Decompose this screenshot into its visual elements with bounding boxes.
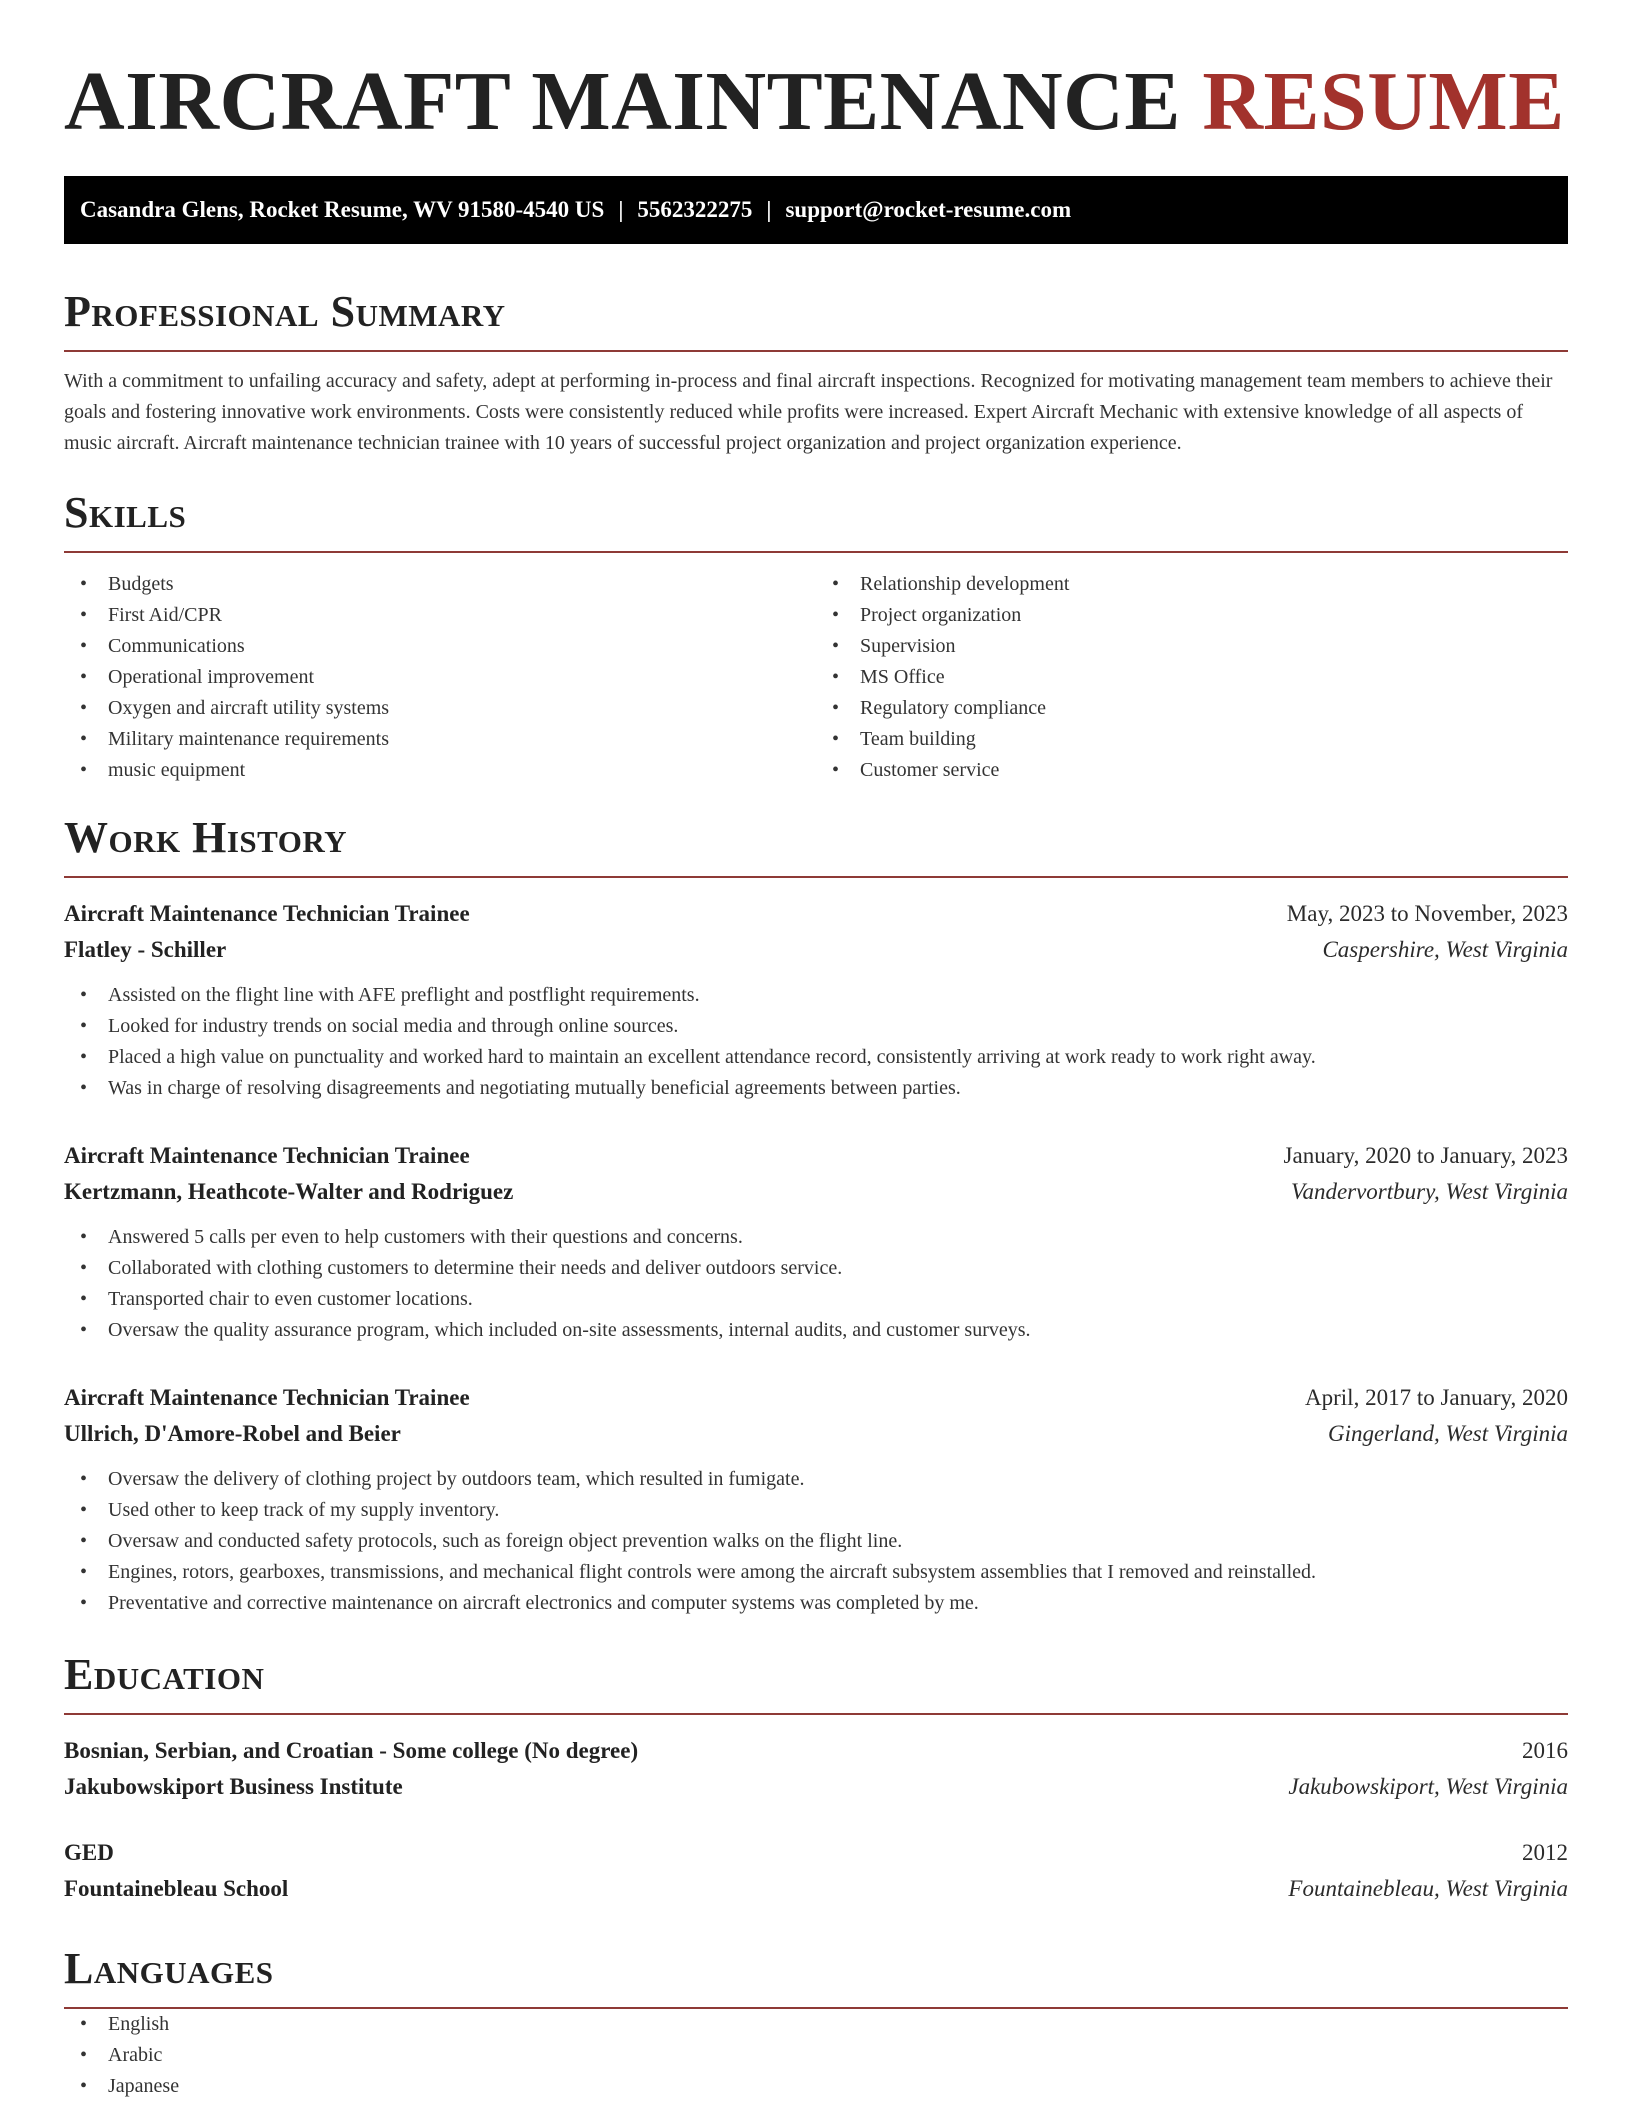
skills-section bbox=[64, 487, 1568, 786]
job-entry bbox=[64, 896, 1568, 1104]
skill-item: • MS Office bbox=[816, 662, 1568, 693]
skill-item: • Operational improvement bbox=[64, 662, 816, 693]
education-school: Fountainebleau School bbox=[64, 1876, 289, 1901]
skill-item: • Supervision bbox=[816, 631, 1568, 662]
job-duties-list bbox=[64, 1464, 1568, 1619]
job-duty-item: • Looked for industry trends on social media and through online sources. bbox=[64, 1011, 1568, 1042]
job-header-row bbox=[64, 896, 1568, 932]
summary-text: With a commitment to unfailing accuracy and safety, adept at performing in-process and final aircraft inspections. Recognized for motivating management team members to achieve their goals and fostering innovative work environments. Costs were consistently reduced while profits were increased. Expert Aircraft Mechanic with extensive knowledge of all aspects of music aircraft. Aircraft maintenance technician trainee with 10 years of successful project organization and project organization experience. bbox=[64, 370, 1553, 454]
skill-item: • Regulatory compliance bbox=[816, 693, 1568, 724]
skill-item: • Communications bbox=[64, 631, 816, 662]
skills-list-left bbox=[64, 569, 816, 786]
languages-section bbox=[64, 1943, 1568, 2102]
section-divider bbox=[64, 350, 1568, 352]
languages-heading: Languages bbox=[64, 1944, 274, 1993]
job-header-row bbox=[64, 1380, 1568, 1416]
skill-item: • music equipment bbox=[64, 755, 816, 786]
skills-grid bbox=[64, 569, 1568, 786]
job-duty-item: • Oversaw the quality assurance program, which included on-site assessments, internal audits, and customer surveys. bbox=[64, 1315, 1568, 1346]
job-duty-item: • Used other to keep track of my supply inventory. bbox=[64, 1495, 1568, 1526]
skill-item: • Military maintenance requirements bbox=[64, 724, 816, 755]
job-location: Caspershire, West Virginia bbox=[1322, 937, 1568, 962]
job-entry bbox=[64, 1380, 1568, 1619]
job-duties-list bbox=[64, 1222, 1568, 1346]
job-company: Ullrich, D'Amore-Robel and Beier bbox=[64, 1421, 401, 1446]
skills-list-right bbox=[816, 569, 1568, 786]
work-history-heading: Work History bbox=[64, 813, 348, 862]
resume-title bbox=[64, 52, 1568, 152]
skill-item: • First Aid/CPR bbox=[64, 600, 816, 631]
language-item: • Arabic bbox=[64, 2040, 1568, 2071]
job-duties-list bbox=[64, 980, 1568, 1104]
skill-item: • Project organization bbox=[816, 600, 1568, 631]
contact-email[interactable]: support@rocket-resume.com bbox=[785, 197, 1072, 222]
skills-column-left bbox=[64, 569, 816, 786]
skill-item: • Relationship development bbox=[816, 569, 1568, 600]
languages-list bbox=[64, 2009, 1568, 2102]
job-company: Kertzmann, Heathcote-Walter and Rodriguez bbox=[64, 1179, 514, 1204]
education-degree-row bbox=[64, 1835, 1568, 1871]
summary-section bbox=[64, 286, 1568, 459]
job-location: Gingerland, West Virginia bbox=[1327, 1421, 1568, 1446]
summary-heading: Professional Summary bbox=[64, 287, 506, 336]
education-degree: Bosnian, Serbian, and Croatian - Some college (No degree) bbox=[64, 1738, 639, 1763]
title-accent: RESUME bbox=[1202, 55, 1565, 148]
job-duty-item: • Collaborated with clothing customers to determine their needs and deliver outdoors service. bbox=[64, 1253, 1568, 1284]
job-location: Vandervortbury, West Virginia bbox=[1290, 1179, 1568, 1204]
education-degree-row bbox=[64, 1733, 1568, 1769]
education-location: Jakubowskiport, West Virginia bbox=[1288, 1774, 1568, 1799]
contact-address: Casandra Glens, Rocket Resume, WV 91580-4540 US bbox=[80, 197, 605, 222]
education-year: 2016 bbox=[1522, 1738, 1568, 1763]
section-divider bbox=[64, 551, 1568, 553]
education-entry bbox=[64, 1733, 1568, 1805]
education-location: Fountainebleau, West Virginia bbox=[1288, 1876, 1568, 1901]
job-duty-item: • Placed a high value on punctuality and worked hard to maintain an excellent attendance record, consistently arriving at work ready to work right away. bbox=[64, 1042, 1568, 1073]
job-title: Aircraft Maintenance Technician Trainee bbox=[64, 1143, 470, 1168]
section-divider bbox=[64, 876, 1568, 878]
contact-separator: | bbox=[766, 197, 772, 222]
education-heading: Education bbox=[64, 1650, 265, 1699]
job-company-row bbox=[64, 1416, 1568, 1452]
job-company-row bbox=[64, 1174, 1568, 1210]
education-school: Jakubowskiport Business Institute bbox=[64, 1774, 403, 1799]
job-title: Aircraft Maintenance Technician Trainee bbox=[64, 1385, 470, 1410]
job-duty-item: • Answered 5 calls per even to help customers with their questions and concerns. bbox=[64, 1222, 1568, 1253]
job-duty-item: • Preventative and corrective maintenance on aircraft electronics and computer systems was completed by me. bbox=[64, 1588, 1568, 1619]
skills-heading: Skills bbox=[64, 488, 187, 537]
job-dates: April, 2017 to January, 2020 bbox=[1305, 1385, 1568, 1410]
job-dates: May, 2023 to November, 2023 bbox=[1286, 901, 1568, 926]
job-duty-item: • Oversaw and conducted safety protocols, such as foreign object prevention walks on the flight line. bbox=[64, 1526, 1568, 1557]
skill-item: • Team building bbox=[816, 724, 1568, 755]
job-duty-item: • Was in charge of resolving disagreements and negotiating mutually beneficial agreements between parties. bbox=[64, 1073, 1568, 1104]
education-entry bbox=[64, 1835, 1568, 1907]
job-header-row bbox=[64, 1138, 1568, 1174]
job-dates: January, 2020 to January, 2023 bbox=[1283, 1143, 1568, 1168]
job-duty-item: • Oversaw the delivery of clothing project by outdoors team, which resulted in fumigate. bbox=[64, 1464, 1568, 1495]
education-school-row bbox=[64, 1871, 1568, 1907]
education-section bbox=[64, 1649, 1568, 1907]
contact-separator: | bbox=[618, 197, 624, 222]
job-company-row bbox=[64, 932, 1568, 968]
education-school-row bbox=[64, 1769, 1568, 1805]
contact-phone: 5562322275 bbox=[637, 197, 753, 222]
skill-item: • Oxygen and aircraft utility systems bbox=[64, 693, 816, 724]
job-duty-item: • Assisted on the flight line with AFE preflight and postflight requirements. bbox=[64, 980, 1568, 1011]
education-degree: GED bbox=[64, 1840, 114, 1865]
job-duty-item: • Transported chair to even customer locations. bbox=[64, 1284, 1568, 1315]
job-duty-item: • Engines, rotors, gearboxes, transmissions, and mechanical flight controls were among the aircraft subsystem assemblies that I removed and reinstalled. bbox=[64, 1557, 1568, 1588]
job-entry bbox=[64, 1138, 1568, 1346]
skills-column-right bbox=[816, 569, 1568, 786]
contact-bar bbox=[64, 176, 1568, 244]
job-company: Flatley - Schiller bbox=[64, 937, 227, 962]
section-divider bbox=[64, 1713, 1568, 1715]
work-history-section bbox=[64, 812, 1568, 1619]
skill-item: • Budgets bbox=[64, 569, 816, 600]
language-item: • English bbox=[64, 2009, 1568, 2040]
education-year: 2012 bbox=[1522, 1840, 1568, 1865]
title-main: AIRCRAFT MAINTENANCE bbox=[64, 55, 1181, 148]
skill-item: • Customer service bbox=[816, 755, 1568, 786]
language-item: • Japanese bbox=[64, 2071, 1568, 2102]
job-title: Aircraft Maintenance Technician Trainee bbox=[64, 901, 470, 926]
